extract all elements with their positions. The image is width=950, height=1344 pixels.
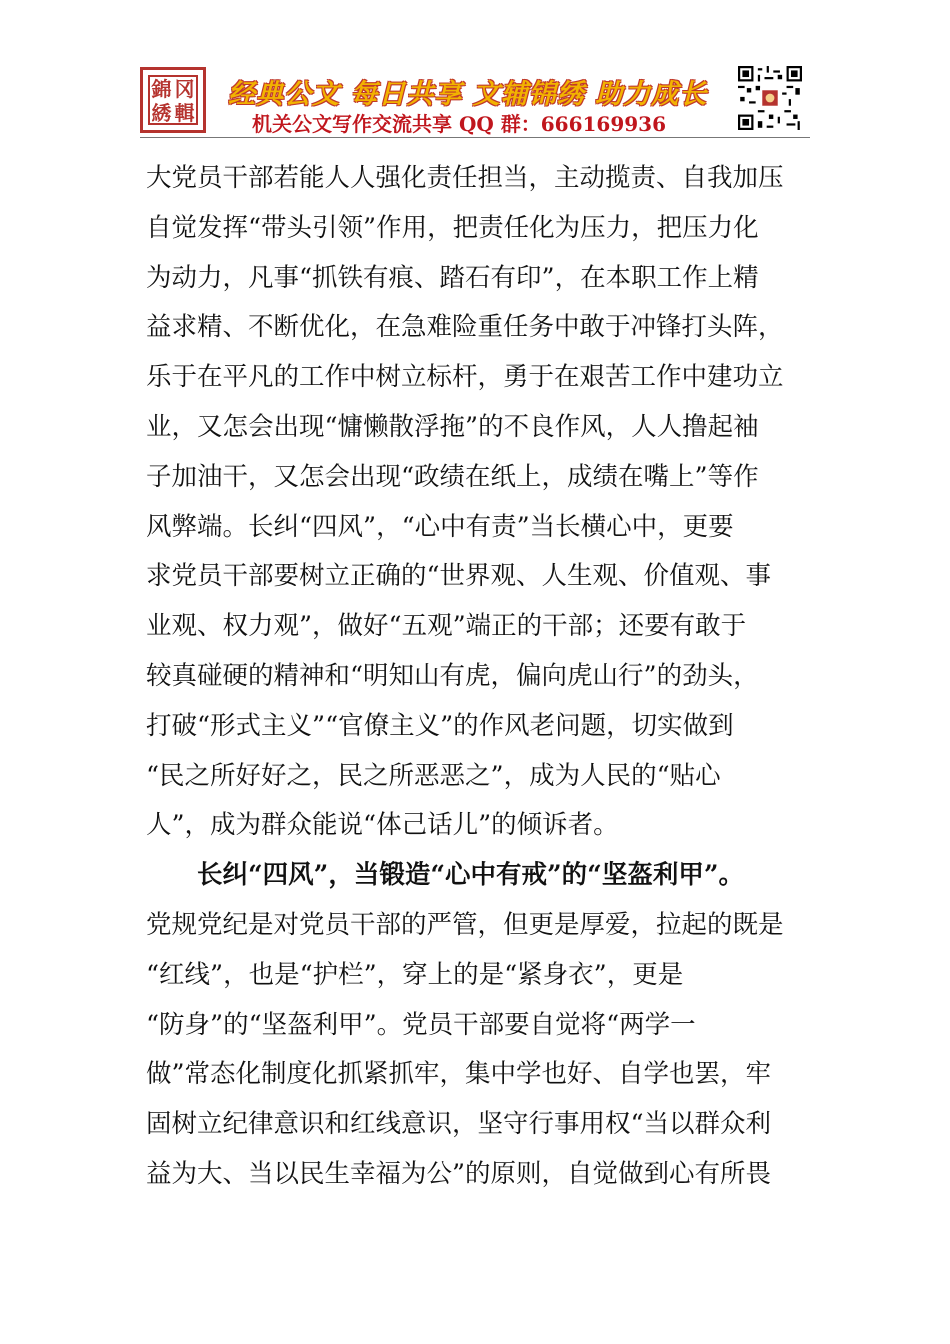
- document-body: [146, 154, 816, 1200]
- text-line: 人”，成为群众能说“体己话儿”的倾诉者。: [146, 810, 619, 841]
- text-line: 益为大、当以民生幸福为公”的原则，自觉做到心有所畏: [146, 1158, 772, 1189]
- text-line: 业观、权力观”，做好“五观”端正的干部；还要有敢于: [146, 611, 747, 642]
- header-subtitle: 机关公文写作交流共享 QQ 群：666169936: [252, 112, 667, 136]
- text-line: 党规党纪是对党员干部的严管，但更是厚爱，拉起的既是: [146, 909, 784, 940]
- text-line: 做”常态化制度化抓紧抓牢，集中学也好、自学也罢，牢: [146, 1059, 772, 1090]
- seal-char: 冈: [174, 77, 195, 101]
- text-line: 为动力，凡事“抓铁有痕、踏石有印”，在本职工作上精: [146, 262, 759, 293]
- text-line: 益求精、不断优化，在急难险重任务中敢于冲锋打头阵，: [146, 312, 784, 343]
- text-line: 业，又怎会出现“慵懒散浮拖”的不良作风，人人撸起袖: [146, 411, 759, 442]
- text-line: 较真碰硬的精神和“明知山有虎，偏向虎山行”的劲头，: [146, 660, 759, 691]
- seal-char: 綉: [151, 101, 172, 125]
- section-heading-line: 长纠“四风”，当锻造“心中有戒”的“坚盔利甲”。: [146, 860, 745, 891]
- text-line: 打破“形式主义”“官僚主义”的作风老问题，切实做到: [146, 710, 734, 741]
- text-line: 乐于在平凡的工作中树立标杆，勇于在艰苦工作中建功立: [146, 362, 784, 393]
- header-slogan: 经典公文 每日共享 文辅锦绣 助力成长: [228, 79, 708, 110]
- seal-logo: [140, 67, 206, 133]
- text-line: 固树立纪律意识和红线意识，坚守行事用权“当以群众利: [146, 1109, 772, 1140]
- header-divider: [140, 137, 810, 138]
- text-line: 子加油干，又怎会出现“政绩在纸上，成绩在嘴上”等作: [146, 461, 759, 492]
- text-line: “民之所好好之，民之所恶恶之”，成为人民的“贴心: [146, 760, 721, 791]
- text-line: 风弊端。长纠“四风”，“心中有责”当长横心中，更要: [146, 511, 734, 542]
- seal-char: 輯: [174, 101, 195, 125]
- qr-code-icon: [738, 66, 802, 130]
- text-line: “红线”，也是“护栏”，穿上的是“紧身衣”，更是: [146, 959, 684, 990]
- text-line: 自觉发挥“带头引领”作用，把责任化为压力，把压力化: [146, 212, 759, 243]
- text-line: 求党员干部要树立正确的“世界观、人生观、价值观、事: [146, 561, 772, 592]
- document-header: [140, 62, 810, 134]
- text-line: 大党员干部若能人人强化责任担当，主动揽责、自我加压: [146, 163, 784, 193]
- seal-char: 錦: [151, 77, 172, 101]
- text-line: “防身”的“坚盔利甲”。党员干部要自觉将“两学一: [146, 1009, 696, 1040]
